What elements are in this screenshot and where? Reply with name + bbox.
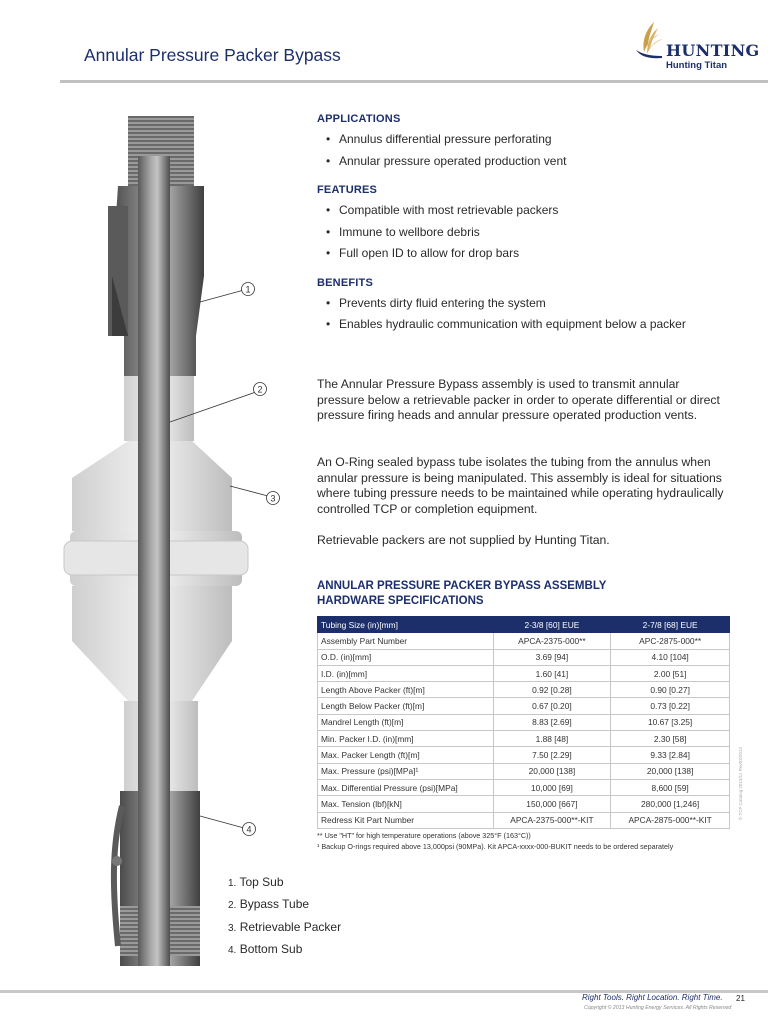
table-header-row [318, 617, 730, 633]
table-cell: APCA-2375-000**-KIT [493, 812, 611, 828]
callout-1 [200, 283, 255, 303]
table-row [318, 747, 730, 763]
table-cell: 8.83 [2.69] [493, 714, 611, 730]
table-footnotes [317, 830, 673, 852]
table-row [318, 665, 730, 681]
svg-text:2: 2 [257, 384, 263, 395]
legend-label: Bypass Tube [239, 897, 310, 912]
applications-heading: APPLICATIONS [317, 113, 401, 125]
legend-number: 4. [228, 944, 237, 956]
legend-item [228, 939, 341, 961]
hunting-logo [632, 20, 760, 76]
table-cell: 20,000 [138] [611, 763, 730, 779]
svg-text:3: 3 [270, 493, 276, 504]
table-cell: 2.30 [58] [611, 731, 730, 747]
table-row [318, 763, 730, 779]
callout-4 [200, 816, 256, 836]
table-cell: 0.92 [0.28] [493, 682, 611, 698]
header-divider [60, 80, 768, 83]
table-row [318, 633, 730, 649]
table-cell: APCA-2375-000** [493, 633, 611, 649]
description-paragraph-1: The Annular Pressure Bypass assembly is used to transmit annular pressure below a retrievable packer in order to operate differential or direct pressure firing heads and annular pressure operated production vents. [317, 377, 720, 422]
table-row [318, 796, 730, 812]
legend-label: Bottom Sub [239, 941, 303, 956]
table-cell: 10.67 [3.25] [611, 714, 730, 730]
table-cell: 10,000 [69] [493, 779, 611, 795]
page-number: 21 [736, 994, 745, 1003]
legend-item [228, 917, 341, 939]
assembly-drawing [0, 86, 300, 966]
table-cell: APC-2875-000** [611, 633, 730, 649]
row-label: Max. Pressure (psi)[MPa]¹ [318, 763, 494, 779]
wing-emblem-icon [632, 20, 666, 62]
table-row [318, 714, 730, 730]
description-paragraph-3: Retrievable packers are not supplied by Hunting Titan. [317, 533, 610, 547]
list-item: • Prevents dirty fluid entering the system [317, 293, 727, 315]
table-cell: 9.33 [2.84] [611, 747, 730, 763]
logo-wordmark: HUNTING [666, 41, 760, 60]
legend-number: 3. [228, 922, 237, 934]
footer-copyright: Copyright © 2013 Hunting Energy Services. All Rights Reserved [584, 1005, 732, 1011]
table-row [318, 649, 730, 665]
column-header: Tubing Size (in)[mm] [318, 617, 494, 633]
list-item: • Annular pressure operated production vent [317, 151, 727, 173]
bullet-sections [317, 113, 727, 348]
benefits-list [317, 293, 727, 336]
table-row [318, 731, 730, 747]
list-item: • Enables hydraulic communication with equipment below a packer [317, 314, 727, 336]
table-cell: 1.88 [48] [493, 731, 611, 747]
legend-label: Retrievable Packer [239, 919, 342, 934]
features-heading: FEATURES [317, 184, 378, 196]
table-cell: 0.73 [0.22] [611, 698, 730, 714]
table-cell: 0.67 [0.20] [493, 698, 611, 714]
legend-number: 2. [228, 900, 237, 912]
callout-3 [230, 486, 280, 505]
legend-item [228, 894, 341, 916]
svg-text:4: 4 [246, 824, 252, 835]
table-cell: 7.50 [2.29] [493, 747, 611, 763]
table-row [318, 812, 730, 828]
list-item: • Annulus differential pressure perforating [317, 129, 727, 151]
table-cell: 2.00 [51] [611, 665, 730, 681]
table-cell: 8,600 [59] [611, 779, 730, 795]
bypass-tube [138, 156, 170, 966]
vertical-catalog-note: © TCP Catalog 2013/11 Rev03/2013 [738, 747, 743, 820]
table-row [318, 779, 730, 795]
table-cell: 280,000 [1,246] [611, 796, 730, 812]
row-label: Min. Packer I.D. (in)[mm] [318, 731, 494, 747]
table-cell: APCA-2875-000**-KIT [611, 812, 730, 828]
table-cell: 1.60 [41] [493, 665, 611, 681]
description-paragraph-2: An O-Ring sealed bypass tube isolates the tubing from the annulus when annular pressure is being manipulated. This assembly is ideal for situations where tubing pressure needs to be maintained while operating hydraulically controlled TCP or completion equipment. [317, 455, 724, 516]
row-label: I.D. (in)[mm] [318, 665, 494, 681]
table-cell: 3.69 [94] [493, 649, 611, 665]
svg-text:1: 1 [245, 284, 251, 295]
list-item: • Compatible with most retrievable packers [317, 200, 727, 222]
specs-heading-line-1: ANNULAR PRESSURE PACKER BYPASS ASSEMBLY [317, 580, 607, 592]
column-header: 2-3/8 [60] EUE [493, 617, 611, 633]
row-label: Max. Packer Length (ft)[m] [318, 747, 494, 763]
legend-label: Top Sub [239, 875, 284, 889]
applications-list [317, 129, 727, 172]
table-cell: 0.90 [0.27] [611, 682, 730, 698]
page-title: Annular Pressure Packer Bypass [84, 45, 341, 65]
list-item: • Full open ID to allow for drop bars [317, 243, 727, 265]
legend-number: 1. [228, 878, 237, 889]
parts-legend [228, 872, 341, 961]
legend-item [228, 872, 341, 894]
row-label: Assembly Part Number [318, 633, 494, 649]
table-cell: 150,000 [667] [493, 796, 611, 812]
specs-heading [317, 579, 606, 609]
row-label: O.D. (in)[mm] [318, 649, 494, 665]
table-row [318, 682, 730, 698]
column-header: 2-7/8 [68] EUE [611, 617, 730, 633]
footnote: ** Use "HT" for high temperature operations (above 325°F (163°C)) [317, 831, 531, 840]
row-label: Max. Differential Pressure (psi)[MPa] [318, 779, 494, 795]
row-label: Mandrel Length (ft)[m] [318, 714, 494, 730]
table-row [318, 698, 730, 714]
row-label: Max. Tension (lbf)[kN] [318, 796, 494, 812]
row-label: Length Below Packer (ft)[m] [318, 698, 494, 714]
table-cell: 20,000 [138] [493, 763, 611, 779]
specs-table [317, 616, 730, 829]
logo-subtitle: Hunting Titan [666, 60, 728, 71]
specs-heading-line-2: HARDWARE SPECIFICATIONS [317, 595, 484, 607]
benefits-heading: BENEFITS [317, 276, 373, 289]
table-cell: 4.10 [104] [611, 649, 730, 665]
footer-tagline: Right Tools. Right Location. Right Time. [582, 993, 723, 1002]
row-label: Length Above Packer (ft)[m] [318, 682, 494, 698]
row-label: Redress Kit Part Number [318, 812, 494, 828]
footnote: ¹ Backup O-rings required above 13,000psi (90MPa). Kit APCA-xxxx-000-BUKIT needs to be ordered separately [317, 842, 674, 851]
list-item: • Immune to wellbore debris [317, 222, 727, 244]
features-list [317, 200, 727, 265]
